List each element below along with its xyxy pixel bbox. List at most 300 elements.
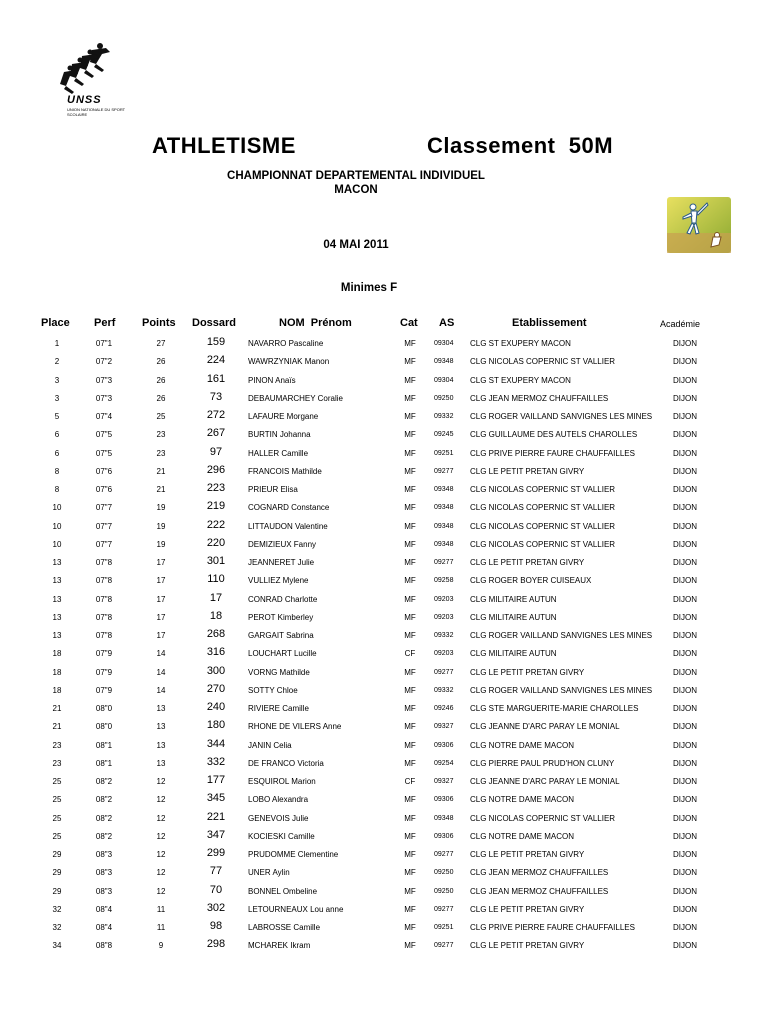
as-cell: 09250	[434, 394, 454, 402]
table-row	[0, 863, 768, 881]
cat-cell: MF	[404, 850, 416, 859]
cat-cell: MF	[404, 631, 416, 640]
name-cell: PINON Anaïs	[248, 375, 296, 385]
place-cell: 21	[52, 704, 62, 713]
perf-cell: 07"6	[95, 485, 113, 494]
cat-cell: MF	[404, 795, 416, 805]
place-cell: 18	[52, 667, 62, 677]
etablissement-cell: CLG LE PETIT PRETAN GIVRY	[470, 941, 585, 951]
points-cell: 13	[156, 758, 166, 768]
dossard-cell: 221	[206, 810, 226, 823]
as-cell: 09277	[434, 668, 454, 676]
dossard-cell: 222	[206, 518, 226, 531]
as-cell: 09250	[434, 887, 454, 895]
cat-cell: MF	[404, 868, 416, 878]
name-cell: NAVARRO Pascaline	[248, 339, 324, 348]
academie-cell: DIJON	[673, 868, 697, 878]
name-cell: CONRAD Charlotte	[248, 594, 318, 604]
academie-cell: DIJON	[673, 339, 697, 348]
cat-cell: MF	[404, 813, 416, 823]
academie-cell: DIJON	[673, 758, 697, 768]
table-row	[0, 498, 768, 516]
etablissement-cell: CLG NICOLAS COPERNIC ST VALLIER	[470, 503, 616, 513]
points-cell: 13	[156, 704, 166, 713]
name-cell: DE FRANCO Victoria	[248, 758, 324, 768]
etablissement-cell: CLG LE PETIT PRETAN GIVRY	[470, 667, 585, 677]
dossard-cell: 224	[206, 354, 226, 367]
place-cell: 29	[52, 850, 62, 859]
name-cell: MCHAREK Ikram	[248, 941, 311, 951]
name-cell: UNER Aylin	[248, 868, 290, 878]
table-row	[0, 736, 768, 754]
points-cell: 12	[156, 777, 166, 786]
place-cell: 8	[54, 466, 60, 476]
etablissement-cell: CLG NICOLAS COPERNIC ST VALLIER	[470, 485, 616, 494]
academie-cell: DIJON	[673, 631, 697, 640]
points-cell: 11	[156, 923, 166, 932]
table-row	[0, 389, 768, 407]
name-cell: LOBO Alexandra	[248, 795, 309, 805]
place-cell: 23	[52, 758, 62, 768]
name-cell: GARGAIT Sabrina	[248, 631, 314, 640]
points-cell: 14	[156, 685, 166, 695]
points-cell: 12	[156, 850, 166, 859]
table-row	[0, 644, 768, 662]
table-row	[0, 553, 768, 571]
academie-cell: DIJON	[673, 375, 697, 385]
name-cell: VULLIEZ Mylene	[248, 576, 309, 586]
name-cell: ESQUIROL Marion	[248, 777, 316, 786]
academie-cell: DIJON	[673, 466, 697, 476]
points-cell: 26	[156, 375, 166, 385]
academie-cell: DIJON	[673, 941, 697, 951]
place-cell: 25	[52, 831, 62, 841]
as-cell: 09304	[434, 340, 454, 347]
points-cell: 14	[156, 667, 166, 677]
dossard-cell: 345	[206, 792, 226, 805]
table-row	[0, 717, 768, 735]
place-cell: 13	[52, 594, 62, 604]
as-cell: 09348	[434, 486, 454, 493]
cat-cell: MF	[404, 704, 416, 713]
table-row	[0, 754, 768, 772]
name-cell: RIVIERE Camille	[248, 704, 309, 713]
as-cell: 09304	[434, 376, 454, 384]
cat-cell: MF	[404, 667, 416, 677]
points-cell: 13	[156, 722, 166, 732]
place-cell: 10	[52, 503, 62, 513]
etablissement-cell: CLG JEAN MERMOZ CHAUFFAILLES	[470, 868, 609, 878]
academie-cell: DIJON	[673, 704, 697, 713]
name-cell: DEBAUMARCHEY Coralie	[248, 393, 343, 403]
etablissement-cell: CLG LE PETIT PRETAN GIVRY	[470, 850, 585, 859]
points-cell: 12	[156, 886, 166, 896]
perf-cell: 07"8	[95, 612, 113, 622]
etablissement-cell: CLG ST EXUPERY MACON	[470, 375, 571, 385]
dossard-cell: 301	[206, 555, 226, 567]
column-header-dossard: Dossard	[192, 317, 237, 329]
etablissement-cell: CLG NICOLAS COPERNIC ST VALLIER	[470, 539, 616, 549]
dossard-cell: 344	[206, 737, 226, 750]
points-cell: 9	[158, 941, 164, 951]
location: MACON	[334, 184, 378, 196]
place-cell: 13	[52, 576, 62, 586]
etablissement-cell: CLG NOTRE DAME MACON	[470, 795, 575, 805]
perf-cell: 07"8	[95, 631, 113, 640]
name-cell: VORNG Mathilde	[248, 667, 310, 677]
points-cell: 21	[156, 485, 166, 494]
etablissement-cell: CLG PRIVE PIERRE FAURE CHAUFFAILLES	[470, 448, 635, 458]
points-cell: 17	[156, 594, 166, 604]
points-cell: 27	[156, 339, 166, 348]
place-cell: 18	[52, 685, 62, 695]
as-cell: 09348	[434, 504, 454, 512]
dossard-cell: 240	[206, 701, 226, 713]
column-header-points: Points	[142, 317, 176, 329]
etablissement-cell: CLG MILITAIRE AUTUN	[470, 649, 557, 659]
table-row	[0, 444, 768, 462]
table-row	[0, 790, 768, 808]
perf-cell: 08"0	[95, 704, 113, 713]
perf-cell: 07"4	[95, 412, 113, 421]
as-cell: 09348	[434, 540, 454, 548]
dossard-cell: 110	[207, 573, 225, 586]
points-cell: 12	[156, 795, 166, 805]
as-cell: 09251	[434, 924, 454, 931]
place-cell: 1	[54, 339, 60, 348]
place-cell: 6	[54, 430, 60, 440]
dossard-cell: 267	[206, 427, 226, 440]
dossard-cell: 77	[209, 865, 223, 878]
table-row	[0, 845, 768, 863]
table-row	[0, 900, 768, 918]
cat-cell: MF	[404, 685, 416, 695]
points-cell: 17	[156, 576, 166, 586]
cat-cell: MF	[404, 612, 416, 622]
place-cell: 6	[54, 448, 60, 458]
etablissement-cell: CLG JEANNE D'ARC PARAY LE MONIAL	[470, 777, 620, 786]
as-cell: 09348	[434, 814, 454, 822]
etablissement-cell: CLG STE MARGUERITE-MARIE CHAROLLES	[470, 704, 639, 713]
place-cell: 13	[52, 631, 62, 640]
as-cell: 09277	[434, 851, 454, 858]
perf-cell: 07"5	[95, 448, 113, 458]
name-cell: KOCIESKI Camille	[248, 831, 315, 841]
academie-cell: DIJON	[673, 886, 697, 896]
table-row	[0, 425, 768, 443]
as-cell: 09245	[434, 431, 454, 439]
perf-cell: 08"2	[95, 813, 113, 823]
as-cell: 09203	[434, 595, 454, 603]
cat-cell: MF	[404, 412, 416, 421]
place-cell: 3	[54, 375, 60, 385]
as-cell: 09277	[434, 559, 454, 566]
place-cell: 3	[54, 393, 60, 403]
cat-cell: MF	[404, 375, 416, 385]
championship-title: CHAMPIONNAT DEPARTEMENTAL INDIVIDUEL	[227, 170, 485, 182]
cat-cell: MF	[404, 339, 416, 348]
dossard-cell: 177	[206, 774, 226, 786]
table-row	[0, 590, 768, 608]
dossard-cell: 270	[206, 682, 226, 695]
place-cell: 23	[52, 740, 62, 750]
perf-cell: 07"2	[95, 357, 113, 367]
as-cell: 09306	[434, 796, 454, 804]
column-header-place: Place	[41, 317, 70, 329]
logo-text: UNSS	[67, 94, 102, 106]
name-cell: PRIEUR Elisa	[248, 485, 298, 494]
cat-cell: MF	[404, 594, 416, 604]
place-cell: 13	[52, 558, 62, 567]
table-row	[0, 535, 768, 553]
perf-cell: 07"5	[95, 430, 113, 440]
points-cell: 19	[156, 521, 166, 531]
points-cell: 14	[156, 649, 166, 659]
perf-cell: 07"3	[95, 375, 113, 385]
etablissement-cell: CLG NICOLAS COPERNIC ST VALLIER	[470, 521, 616, 531]
event-date: 04 MAI 2011	[323, 239, 389, 251]
academie-cell: DIJON	[673, 412, 697, 421]
name-cell: JANIN Celia	[248, 740, 292, 750]
points-cell: 12	[156, 813, 166, 823]
points-cell: 19	[156, 503, 166, 513]
table-row	[0, 882, 768, 900]
cat-cell: MF	[404, 904, 416, 914]
column-header-academie: Académie	[660, 319, 701, 329]
cat-cell: CF	[404, 777, 416, 786]
name-cell: DEMIZIEUX Fanny	[248, 539, 317, 549]
etablissement-cell: CLG GUILLAUME DES AUTELS CHAROLLES	[470, 430, 638, 440]
place-cell: 8	[54, 485, 60, 494]
etablissement-cell: CLG NICOLAS COPERNIC ST VALLIER	[470, 813, 616, 823]
points-cell: 13	[156, 740, 166, 750]
place-cell: 2	[54, 357, 60, 367]
dossard-cell: 97	[209, 445, 223, 458]
table-row	[0, 699, 768, 717]
cat-cell: MF	[404, 722, 416, 732]
perf-cell: 07"8	[95, 558, 113, 567]
perf-cell: 08"4	[95, 904, 113, 914]
dossard-cell: 300	[206, 664, 226, 677]
perf-cell: 08"2	[95, 831, 113, 841]
academie-cell: DIJON	[673, 831, 697, 841]
place-cell: 18	[52, 649, 62, 659]
name-cell: LETOURNEAUX Lou anne	[248, 904, 344, 914]
cat-cell: MF	[404, 740, 416, 750]
dossard-cell: 316	[206, 646, 226, 659]
etablissement-cell: CLG JEAN MERMOZ CHAUFFAILLES	[470, 886, 609, 896]
table-row	[0, 772, 768, 790]
name-cell: WAWRZYNIAK Manon	[248, 357, 330, 367]
dossard-cell: 302	[206, 901, 226, 914]
table-row	[0, 371, 768, 389]
perf-cell: 08"4	[95, 923, 113, 932]
dossard-cell: 18	[209, 609, 223, 622]
table-row	[0, 809, 768, 827]
etablissement-cell: CLG LE PETIT PRETAN GIVRY	[470, 904, 585, 914]
academie-cell: DIJON	[673, 795, 697, 805]
perf-cell: 08"3	[95, 850, 113, 859]
as-cell: 09327	[434, 723, 454, 731]
cat-cell: MF	[404, 485, 416, 494]
name-cell: PRUDOMME Clementine	[248, 850, 339, 859]
cat-cell: MF	[404, 923, 416, 932]
as-cell: 09332	[434, 413, 454, 420]
perf-cell: 08"2	[95, 795, 113, 805]
points-cell: 21	[156, 466, 166, 476]
academie-cell: DIJON	[673, 722, 697, 732]
points-cell: 23	[156, 448, 166, 458]
place-cell: 32	[52, 904, 62, 914]
perf-cell: 07"9	[95, 685, 113, 695]
points-cell: 23	[156, 430, 166, 440]
place-cell: 32	[52, 923, 62, 932]
as-cell: 09203	[434, 650, 454, 658]
name-cell: LAFAURE Morgane	[248, 412, 319, 421]
name-cell: GENEVOIS Julie	[248, 813, 309, 823]
place-cell: 34	[52, 941, 62, 951]
perf-cell: 08"8	[95, 941, 113, 951]
academie-cell: DIJON	[673, 813, 697, 823]
perf-cell: 07"8	[95, 594, 113, 604]
etablissement-cell: CLG ROGER VAILLAND SANVIGNES LES MINES	[470, 412, 653, 421]
dossard-cell: 296	[206, 463, 226, 476]
academie-cell: DIJON	[673, 777, 697, 786]
dossard-cell: 272	[206, 409, 226, 421]
dossard-cell: 180	[206, 719, 226, 732]
name-cell: LOUCHART Lucille	[248, 649, 317, 659]
academie-cell: DIJON	[673, 576, 697, 586]
academie-cell: DIJON	[673, 430, 697, 440]
as-cell: 09327	[434, 778, 454, 785]
cat-cell: MF	[404, 393, 416, 403]
name-cell: PEROT Kimberley	[248, 612, 314, 622]
etablissement-cell: CLG LE PETIT PRETAN GIVRY	[470, 466, 585, 476]
dossard-cell: 219	[206, 500, 226, 513]
dossard-cell: 17	[209, 591, 223, 604]
name-cell: BONNEL Ombeline	[248, 886, 318, 896]
academie-cell: DIJON	[673, 503, 697, 513]
table-row	[0, 936, 768, 954]
perf-cell: 07"9	[95, 667, 113, 677]
name-cell: LITTAUDON Valentine	[248, 521, 328, 531]
points-cell: 17	[156, 631, 166, 640]
cat-cell: MF	[404, 430, 416, 440]
name-cell: SOTTY Chloe	[248, 685, 298, 695]
dossard-cell: 268	[206, 628, 226, 640]
academie-cell: DIJON	[673, 357, 697, 367]
as-cell: 09332	[434, 686, 454, 694]
perf-cell: 07"1	[95, 339, 113, 348]
as-cell: 09306	[434, 832, 454, 840]
ranking-title: Classement 50M	[427, 133, 614, 158]
place-cell: 25	[52, 777, 62, 786]
dossard-cell: 298	[206, 938, 226, 951]
etablissement-cell: CLG PRIVE PIERRE FAURE CHAUFFAILLES	[470, 923, 635, 932]
etablissement-cell: CLG MILITAIRE AUTUN	[470, 594, 557, 604]
place-cell: 10	[52, 521, 62, 531]
cat-cell: MF	[404, 758, 416, 768]
perf-cell: 08"1	[95, 758, 113, 768]
name-cell: COGNARD Constance	[248, 503, 330, 513]
etablissement-cell: CLG ROGER VAILLAND SANVIGNES LES MINES	[470, 685, 653, 695]
academie-cell: DIJON	[673, 667, 697, 677]
table-row	[0, 480, 768, 498]
dossard-cell: 159	[206, 336, 226, 348]
table-row	[0, 663, 768, 681]
name-cell: LABROSSE Camille	[248, 923, 321, 932]
academie-cell: DIJON	[673, 850, 697, 859]
table-row	[0, 571, 768, 589]
academie-cell: DIJON	[673, 521, 697, 531]
cat-cell: MF	[404, 466, 416, 476]
academie-cell: DIJON	[673, 448, 697, 458]
name-cell: JEANNERET Julie	[248, 558, 315, 567]
academie-cell: DIJON	[673, 594, 697, 604]
as-cell: 09277	[434, 467, 454, 475]
perf-cell: 07"7	[95, 503, 113, 513]
cat-cell: MF	[404, 521, 416, 531]
name-cell: HALLER Camille	[248, 448, 309, 458]
dossard-cell: 220	[206, 536, 226, 549]
points-cell: 19	[156, 539, 166, 549]
dossard-cell: 299	[206, 847, 226, 859]
cat-cell: MF	[404, 941, 416, 951]
academie-cell: DIJON	[673, 612, 697, 622]
column-header-nom-prenom: NOM Prénom	[279, 317, 352, 329]
table-row	[0, 827, 768, 845]
perf-cell: 07"9	[95, 649, 113, 659]
place-cell: 5	[54, 412, 60, 421]
table-row	[0, 334, 768, 352]
cat-cell: MF	[404, 503, 416, 513]
perf-cell: 08"0	[95, 722, 113, 732]
as-cell: 09332	[434, 632, 454, 639]
table-row	[0, 407, 768, 425]
category-title: Minimes F	[340, 282, 398, 294]
table-row	[0, 626, 768, 644]
academie-cell: DIJON	[673, 649, 697, 659]
place-cell: 25	[52, 813, 62, 823]
dossard-cell: 70	[209, 883, 223, 896]
place-cell: 13	[52, 612, 62, 622]
points-cell: 12	[156, 831, 166, 841]
academie-cell: DIJON	[673, 558, 697, 567]
cat-cell: MF	[404, 886, 416, 896]
cat-cell: MF	[404, 558, 416, 567]
perf-cell: 07"7	[95, 521, 113, 531]
as-cell: 09203	[434, 613, 454, 621]
place-cell: 21	[52, 722, 62, 732]
table-row	[0, 681, 768, 699]
cat-cell: CF	[404, 649, 416, 659]
table-row	[0, 608, 768, 626]
academie-cell: DIJON	[673, 740, 697, 750]
academie-cell: DIJON	[673, 485, 697, 494]
points-cell: 26	[156, 393, 166, 403]
table-row	[0, 918, 768, 936]
dossard-cell: 161	[206, 372, 226, 385]
cat-cell: MF	[404, 576, 416, 586]
points-cell: 26	[156, 357, 166, 367]
perf-cell: 07"3	[95, 393, 113, 403]
perf-cell: 07"6	[95, 466, 113, 476]
logo-subtitle: UNION NATIONALE DU SPORT SCOLAIRE	[67, 107, 126, 117]
place-cell: 10	[52, 539, 62, 549]
place-cell: 25	[52, 795, 62, 805]
table-row	[0, 517, 768, 535]
points-cell: 17	[156, 612, 166, 622]
